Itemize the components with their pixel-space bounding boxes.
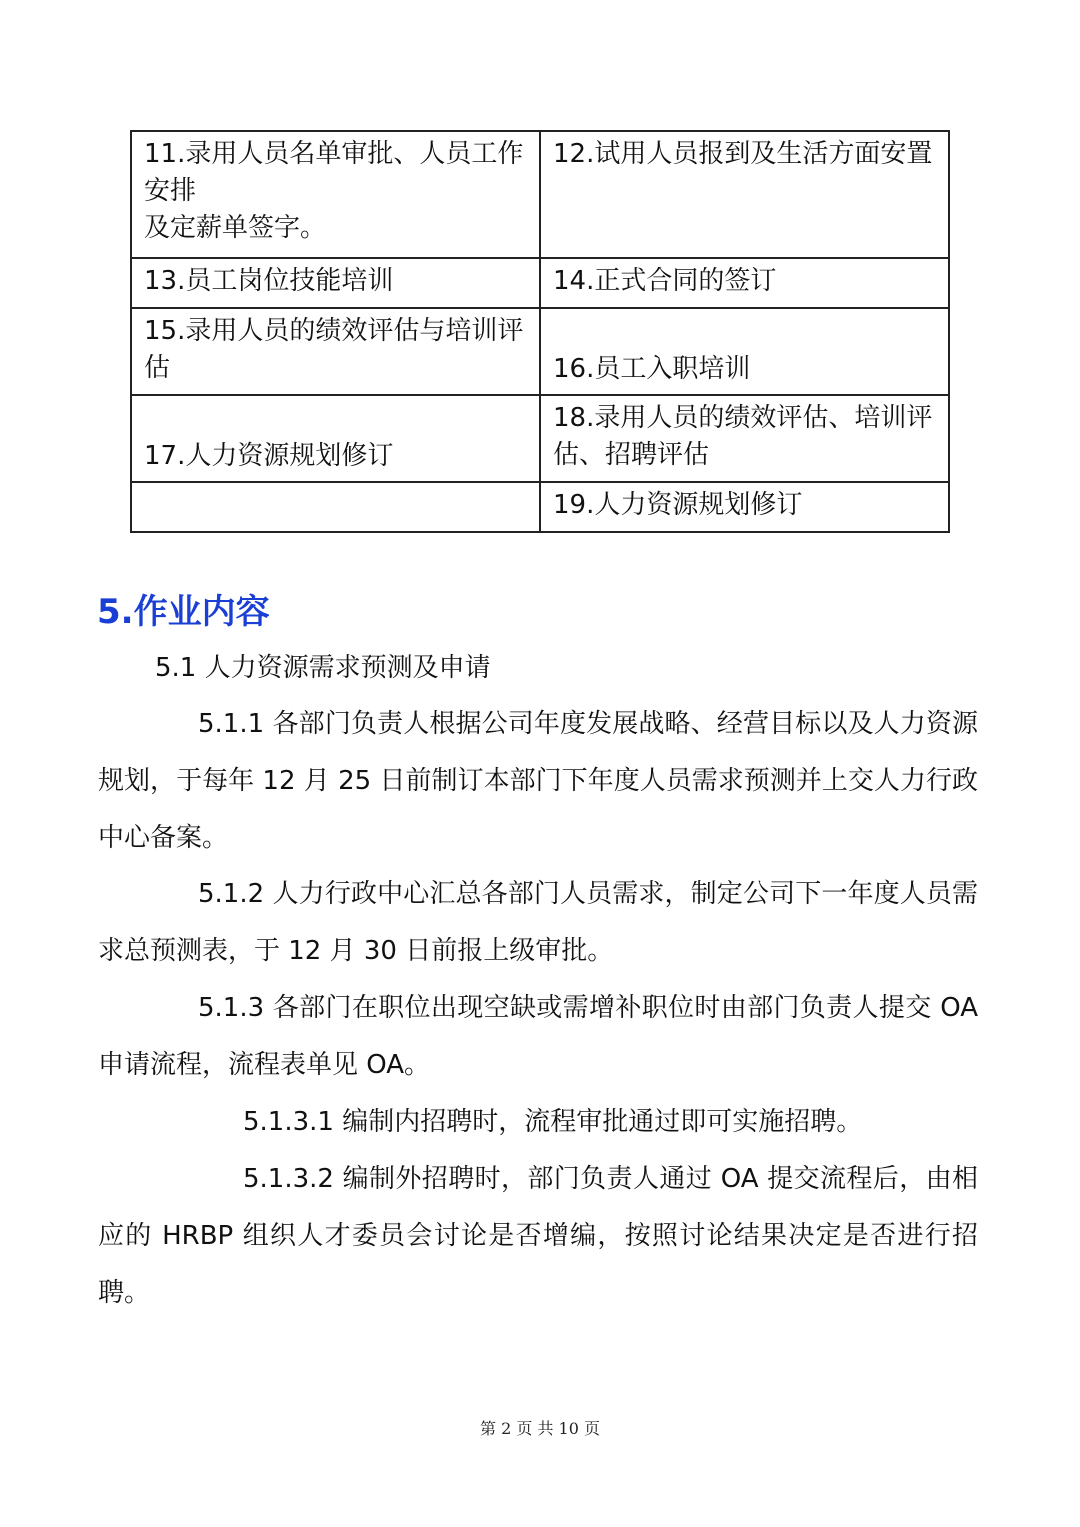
cell-text: 19.人力资源规划修订 bbox=[553, 490, 803, 520]
table-cell bbox=[540, 131, 949, 258]
table-row bbox=[131, 131, 949, 258]
table-cell bbox=[540, 258, 949, 308]
cell-text: 17.人力资源规划修订 bbox=[144, 441, 394, 471]
table-row bbox=[131, 395, 949, 482]
paragraph-5-1-3-1: 5.1.3.1 编制内招聘时，流程审批通过即可实施招聘。 bbox=[243, 1107, 863, 1137]
cell-text: 12.试用人员报到及生活方面安置 bbox=[553, 139, 933, 169]
cell-text: 16.员工入职培训 bbox=[553, 354, 751, 384]
table-cell bbox=[540, 395, 949, 482]
cell-text: 13.员工岗位技能培训 bbox=[144, 266, 394, 296]
flow-steps-table bbox=[130, 130, 950, 533]
table-row bbox=[131, 258, 949, 308]
table-cell bbox=[131, 258, 540, 308]
table-cell bbox=[540, 308, 949, 395]
table-row bbox=[131, 482, 949, 532]
cell-text: 15.录用人员的绩效评估与培训评估 bbox=[144, 316, 524, 383]
table-cell bbox=[131, 131, 540, 258]
table-row bbox=[131, 308, 949, 395]
section-title: 5.作业内容 bbox=[97, 592, 270, 632]
cell-text: 及定薪单签字。 bbox=[144, 213, 327, 243]
cell-text: 14.正式合同的签订 bbox=[553, 266, 777, 296]
paragraph-5-1-2: 5.1.2 人力行政中心汇总各部门人员需求，制定公司下一年度人员需求总预测表，于 12 月 30 日前报上级审批。 bbox=[98, 879, 978, 966]
table-cell bbox=[540, 482, 949, 532]
paragraph-5-1-3-2: 5.1.3.2 编制外招聘时，部门负责人通过 OA 提交流程后，由相应的 HRBP 组织人才委员会讨论是否增编，按照讨论结果决定是否进行招聘。 bbox=[98, 1164, 978, 1308]
subsection-heading: 5.1 人力资源需求预测及申请 bbox=[155, 653, 491, 683]
cell-text: 11.录用人员名单审批、人员工作安排 bbox=[144, 139, 524, 206]
table-cell bbox=[131, 482, 540, 532]
table-cell bbox=[131, 308, 540, 395]
paragraph-5-1-1: 5.1.1 各部门负责人根据公司年度发展战略、经营目标以及人力资源规划，于每年 12 月 25 日前制订本部门下年度人员需求预测并上交人力行政中心备案。 bbox=[98, 709, 978, 853]
paragraph-5-1-3: 5.1.3 各部门在职位出现空缺或需增补职位时由部门负责人提交 OA 申请流程，流程表单见 OA。 bbox=[98, 993, 978, 1080]
table-cell bbox=[131, 395, 540, 482]
page-number-footer: 第 2 页 共 10 页 bbox=[480, 1419, 600, 1438]
cell-text: 18.录用人员的绩效评估、培训评估、招聘评估 bbox=[553, 403, 933, 470]
